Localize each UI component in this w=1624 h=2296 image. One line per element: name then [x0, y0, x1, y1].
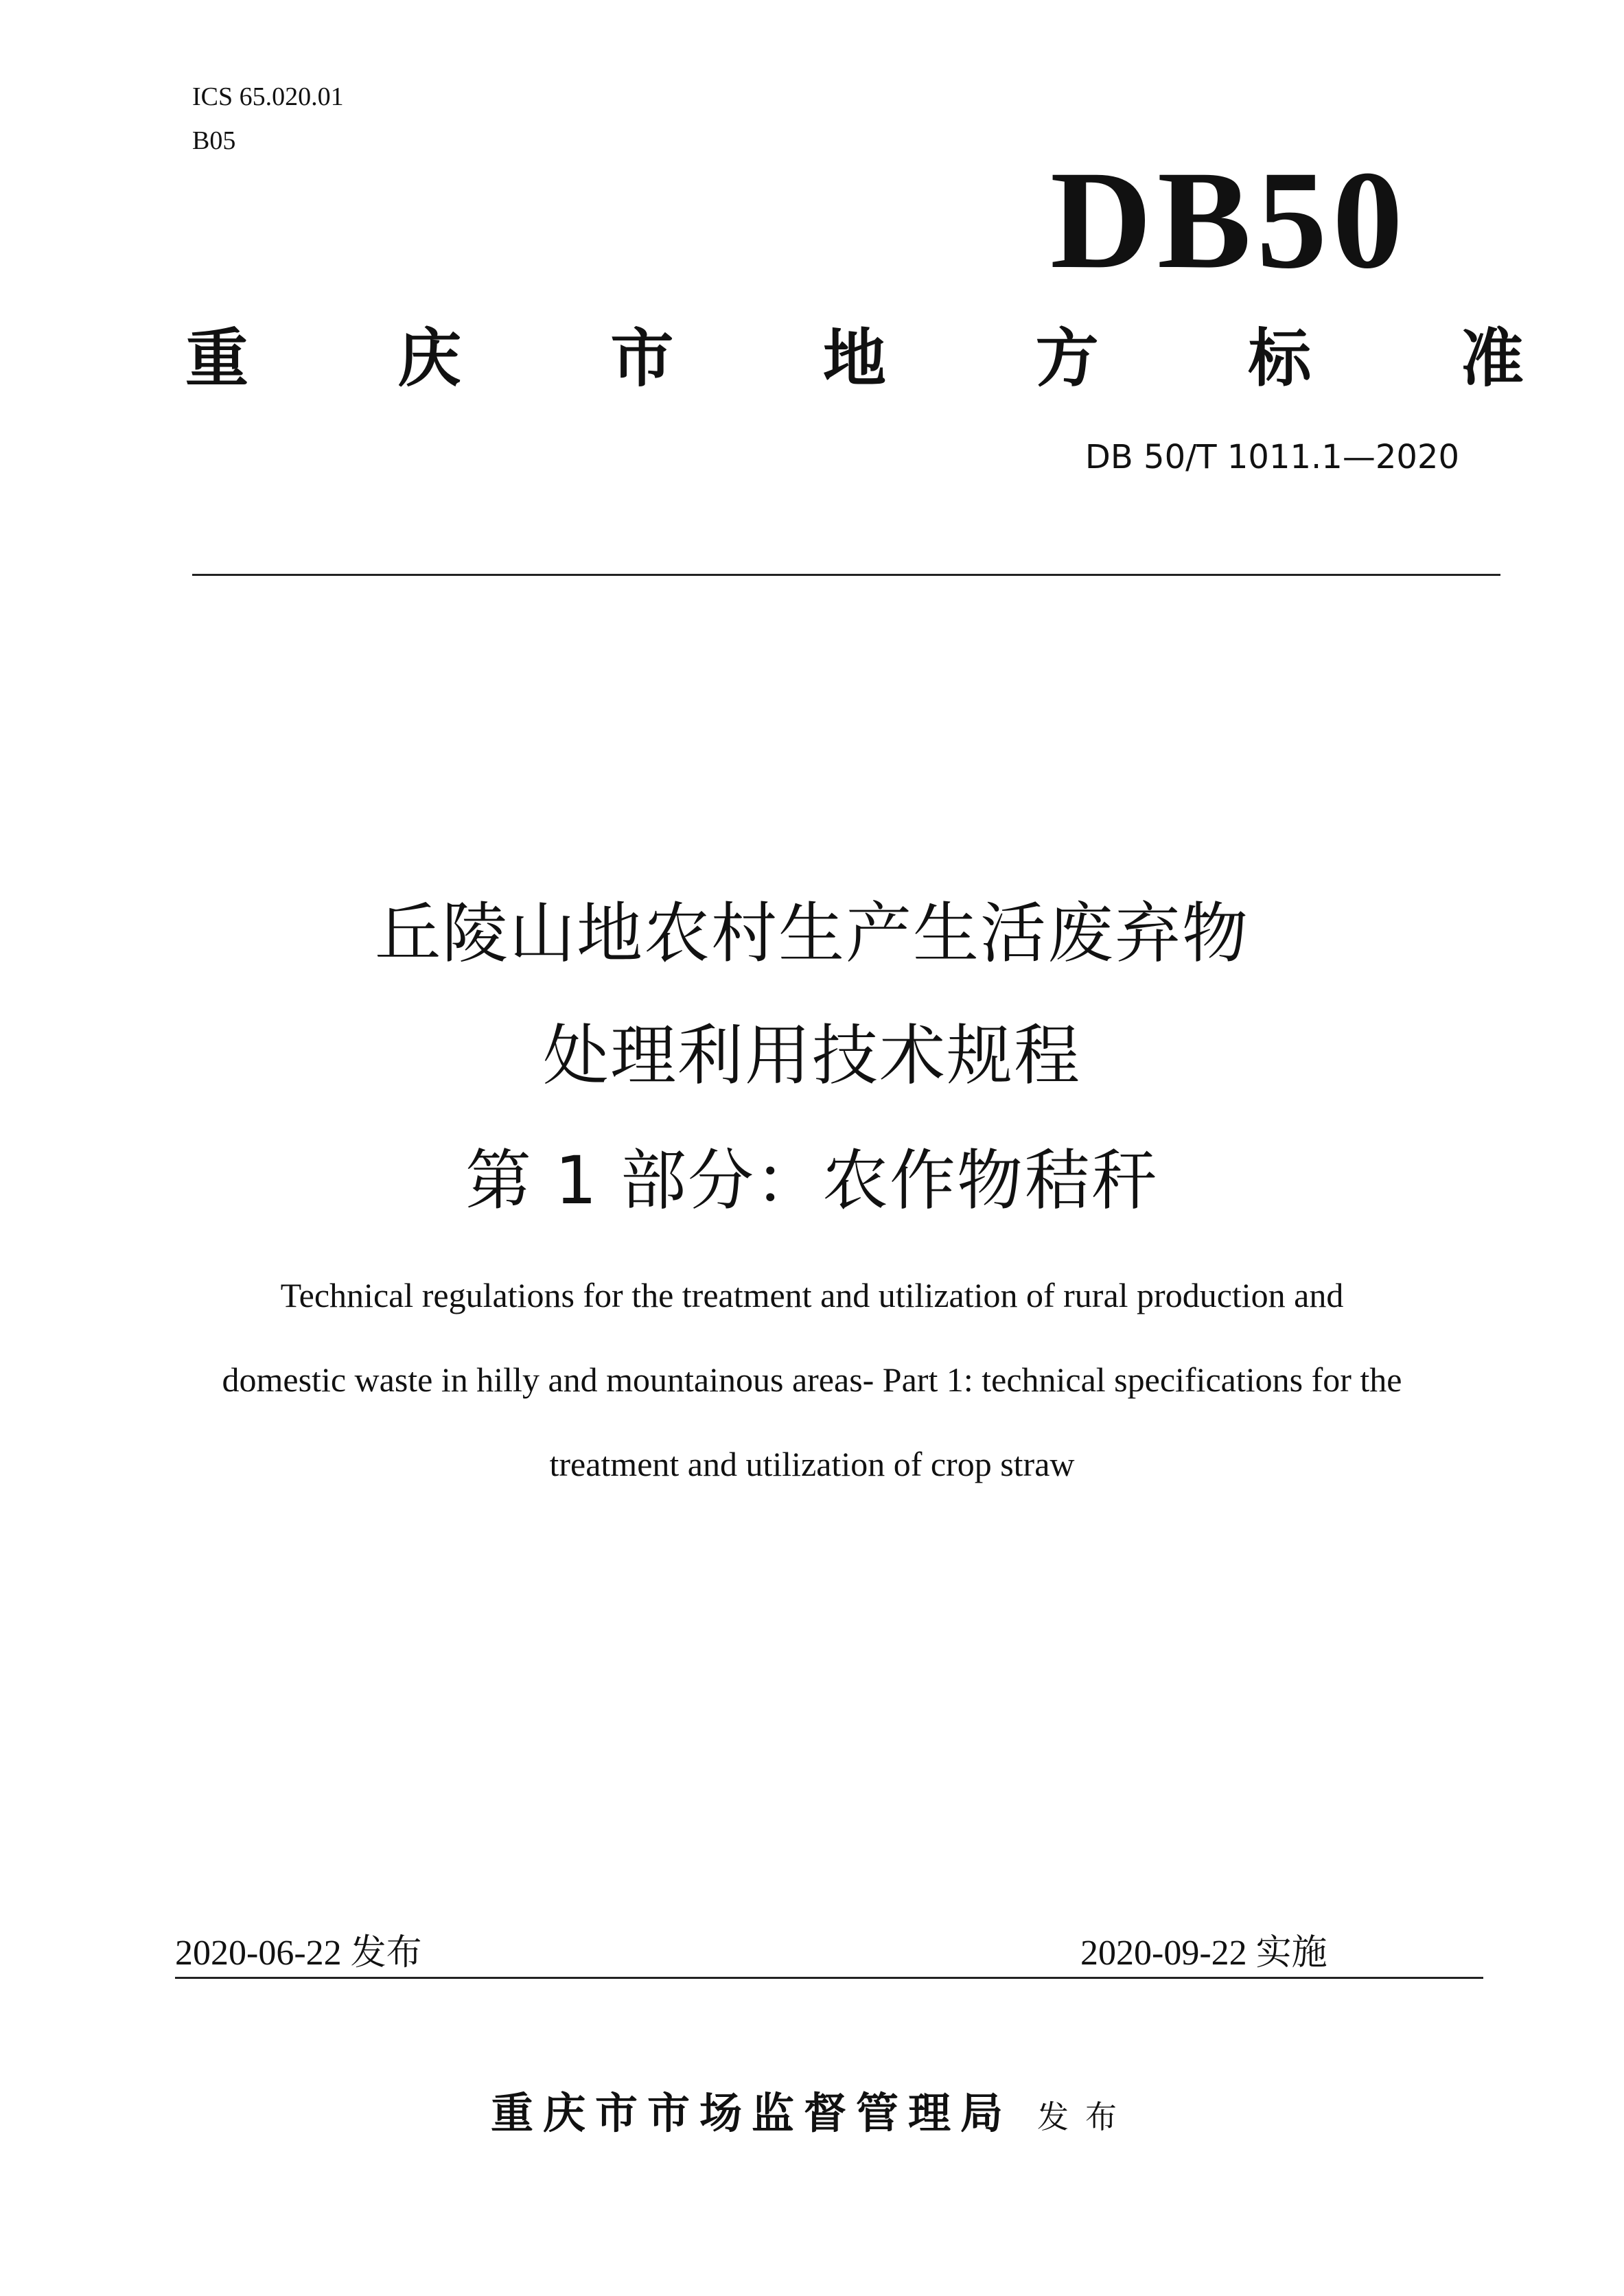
- standard-type-char: 准: [1460, 322, 1524, 395]
- title-en-line-2: domestic waste in hilly and mountainous areas- Part 1: technical specifications for the: [222, 1360, 1402, 1399]
- issuer-action: 发布: [1037, 2098, 1133, 2135]
- issuer-organization: 重庆市市场监督管理局: [490, 2088, 1012, 2138]
- standard-logo: DB50: [1050, 142, 1408, 298]
- issuer-line: [0, 2088, 1624, 2138]
- standard-type-char: 标: [1248, 322, 1312, 395]
- footer-divider: [175, 1977, 1483, 1979]
- header-divider: [192, 574, 1500, 576]
- standard-type-char: 庆: [397, 322, 461, 395]
- implementation-date: 2020-09-22 实施: [1080, 1934, 1327, 1973]
- standard-type-char: 重: [185, 322, 249, 395]
- ics-code: ICS 65.020.01: [192, 82, 344, 111]
- standard-type-heading: [185, 321, 1524, 397]
- publish-date: 2020-06-22 发布: [175, 1934, 422, 1973]
- standard-type-char: 市: [610, 322, 674, 395]
- title-en-line-1: Technical regulations for the treatment and utilization of rural production and: [280, 1276, 1344, 1314]
- standard-number: DB 50/T 1011.1—2020: [1084, 438, 1459, 476]
- standard-type-char: 方: [1035, 322, 1099, 395]
- ccs-code: B05: [192, 126, 236, 155]
- standard-type-char: 地: [822, 322, 886, 395]
- title-en-line-3: treatment and utilization of crop straw: [549, 1445, 1075, 1483]
- title-zh-line-2: 处理利用技术规程: [543, 1017, 1081, 1094]
- title-zh-line-1: 丘陵山地农村生产生活废弃物: [375, 895, 1249, 972]
- title-zh-line-3: 第 1 部分：农作物秸秆: [465, 1142, 1159, 1219]
